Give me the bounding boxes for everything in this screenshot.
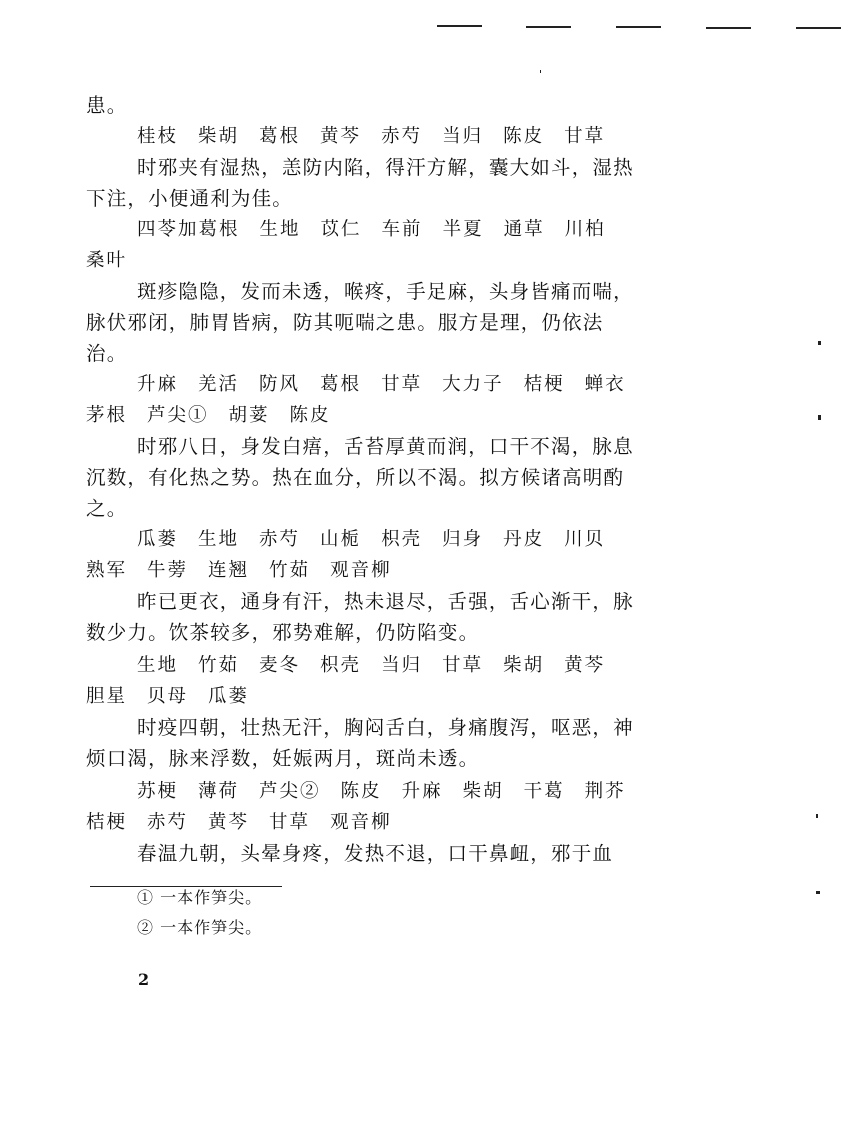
herb-item: 黄芩 bbox=[208, 812, 250, 833]
herb-list-line bbox=[137, 654, 625, 678]
herb-item: 桂枝 bbox=[137, 126, 179, 147]
herb-item: 葛根 bbox=[320, 374, 362, 395]
herb-item: 胡荽 bbox=[228, 405, 270, 426]
scan-speck bbox=[818, 341, 821, 345]
herb-item: 甘草 bbox=[442, 655, 484, 676]
herb-item: 瓜蒌 bbox=[208, 686, 250, 707]
scan-speck bbox=[816, 891, 820, 894]
herb-item: 赤芍 bbox=[147, 812, 189, 833]
prose-line: 斑疹隐隐，发而未透，喉疼，手足麻，头身皆痛而喘， bbox=[137, 280, 634, 303]
scan-speck bbox=[540, 70, 541, 73]
herb-item: 芦尖② bbox=[259, 781, 321, 802]
scan-speck bbox=[816, 814, 818, 818]
header-dash bbox=[706, 27, 751, 29]
herb-item: 丹皮 bbox=[503, 529, 545, 550]
footnote-divider bbox=[90, 886, 282, 887]
herb-item: 当归 bbox=[442, 126, 484, 147]
herb-list-line bbox=[86, 404, 351, 428]
herb-item: 干葛 bbox=[523, 781, 565, 802]
herb-item: 升麻 bbox=[401, 781, 443, 802]
herb-item: 川贝 bbox=[564, 529, 606, 550]
herb-item: 赤芍 bbox=[381, 126, 423, 147]
prose-line: 沉数，有化热之势。热在血分，所以不渴。拟方候诸高明酌 bbox=[86, 466, 625, 489]
herb-item: 升麻 bbox=[137, 374, 179, 395]
herb-item: 葛根 bbox=[259, 126, 301, 147]
herb-item: 桑叶 bbox=[86, 250, 128, 271]
prose-line: 患。 bbox=[86, 94, 128, 117]
herb-list-line bbox=[137, 125, 625, 149]
herb-item: 熟军 bbox=[86, 560, 128, 581]
page-number: 2 bbox=[138, 970, 150, 989]
herb-list-line bbox=[86, 685, 269, 709]
herb-item: 茅根 bbox=[86, 405, 128, 426]
herb-item: 苡仁 bbox=[320, 219, 362, 240]
prose-line: 昨已更衣，通身有汗，热未退尽，舌强，舌心渐干，脉 bbox=[137, 590, 634, 613]
header-dash bbox=[616, 26, 661, 28]
herb-item: 蝉衣 bbox=[584, 374, 626, 395]
herb-list-line bbox=[137, 528, 625, 552]
herb-item: 甘草 bbox=[269, 812, 311, 833]
herb-item: 竹茹 bbox=[269, 560, 311, 581]
herb-item: 柴胡 bbox=[503, 655, 545, 676]
herb-item: 贝母 bbox=[147, 686, 189, 707]
herb-list-line bbox=[86, 559, 412, 583]
herb-item: 羌活 bbox=[198, 374, 240, 395]
herb-item: 车前 bbox=[381, 219, 423, 240]
prose-line: 治。 bbox=[86, 342, 128, 365]
prose-line: 时疫四朝，壮热无汗，胸闷舌白，身痛腹泻，呕恶，神 bbox=[137, 716, 634, 739]
prose-line: 下注，小便通利为佳。 bbox=[86, 187, 294, 210]
herb-item: 生地 bbox=[259, 219, 301, 240]
herb-item: 四苓加葛根 bbox=[137, 219, 240, 240]
herb-item: 柴胡 bbox=[462, 781, 504, 802]
herb-item: 甘草 bbox=[381, 374, 423, 395]
herb-item: 半夏 bbox=[442, 219, 484, 240]
herb-item: 胆星 bbox=[86, 686, 128, 707]
prose-line: 春温九朝，头晕身疼，发热不退，口干鼻衄，邪于血 bbox=[137, 842, 614, 865]
herb-item: 荆芥 bbox=[584, 781, 626, 802]
herb-item: 连翘 bbox=[208, 560, 250, 581]
herb-item: 陈皮 bbox=[503, 126, 545, 147]
herb-item: 观音柳 bbox=[330, 812, 392, 833]
herb-item: 竹茹 bbox=[198, 655, 240, 676]
herb-item: 薄荷 bbox=[198, 781, 240, 802]
header-dash bbox=[796, 27, 841, 29]
scan-speck bbox=[818, 415, 821, 420]
header-dash bbox=[526, 26, 571, 28]
herb-list-line bbox=[137, 780, 646, 804]
herb-item: 甘草 bbox=[564, 126, 606, 147]
herb-item: 通草 bbox=[503, 219, 545, 240]
herb-list-line bbox=[86, 811, 412, 835]
footnote: ② 一本作笋尖。 bbox=[137, 918, 263, 937]
herb-item: 生地 bbox=[198, 529, 240, 550]
herb-item: 大力子 bbox=[442, 374, 504, 395]
herb-item: 陈皮 bbox=[289, 405, 331, 426]
herb-item: 赤芍 bbox=[259, 529, 301, 550]
herb-item: 防风 bbox=[259, 374, 301, 395]
herb-item: 山栀 bbox=[320, 529, 362, 550]
prose-line: 时邪八日，身发白痦，舌苔厚黄而润，口干不渴，脉息 bbox=[137, 435, 634, 458]
herb-item: 生地 bbox=[137, 655, 179, 676]
herb-item: 当归 bbox=[381, 655, 423, 676]
herb-item: 苏梗 bbox=[137, 781, 179, 802]
herb-item: 陈皮 bbox=[340, 781, 382, 802]
herb-item: 桔梗 bbox=[86, 812, 128, 833]
footnote: ① 一本作笋尖。 bbox=[137, 888, 263, 907]
prose-line: 之。 bbox=[86, 497, 128, 520]
herb-list-line bbox=[137, 218, 626, 242]
herb-item: 枳壳 bbox=[320, 655, 362, 676]
herb-item: 麦冬 bbox=[259, 655, 301, 676]
herb-item: 桔梗 bbox=[523, 374, 565, 395]
herb-item: 芦尖① bbox=[147, 405, 209, 426]
herb-item: 枳壳 bbox=[381, 529, 423, 550]
herb-item: 黄芩 bbox=[564, 655, 606, 676]
prose-line: 烦口渴，脉来浮数，妊娠两月，斑尚未透。 bbox=[86, 747, 480, 770]
herb-item: 川柏 bbox=[564, 219, 606, 240]
herb-item: 归身 bbox=[442, 529, 484, 550]
prose-line: 数少力。饮茶较多，邪势难解，仍防陷变。 bbox=[86, 621, 480, 644]
herb-item: 观音柳 bbox=[330, 560, 392, 581]
herb-item: 牛蒡 bbox=[147, 560, 189, 581]
herb-item: 瓜蒌 bbox=[137, 529, 179, 550]
herb-item: 柴胡 bbox=[198, 126, 240, 147]
prose-line: 脉伏邪闭，肺胃皆病，防其呃喘之患。服方是理，仍依法 bbox=[86, 311, 604, 334]
herb-list-line bbox=[86, 249, 147, 273]
herb-list-line bbox=[137, 373, 646, 397]
header-dash bbox=[437, 25, 482, 27]
herb-item: 黄芩 bbox=[320, 126, 362, 147]
prose-line: 时邪夹有湿热，恙防内陷，得汗方解，囊大如斗，湿热 bbox=[137, 156, 634, 179]
